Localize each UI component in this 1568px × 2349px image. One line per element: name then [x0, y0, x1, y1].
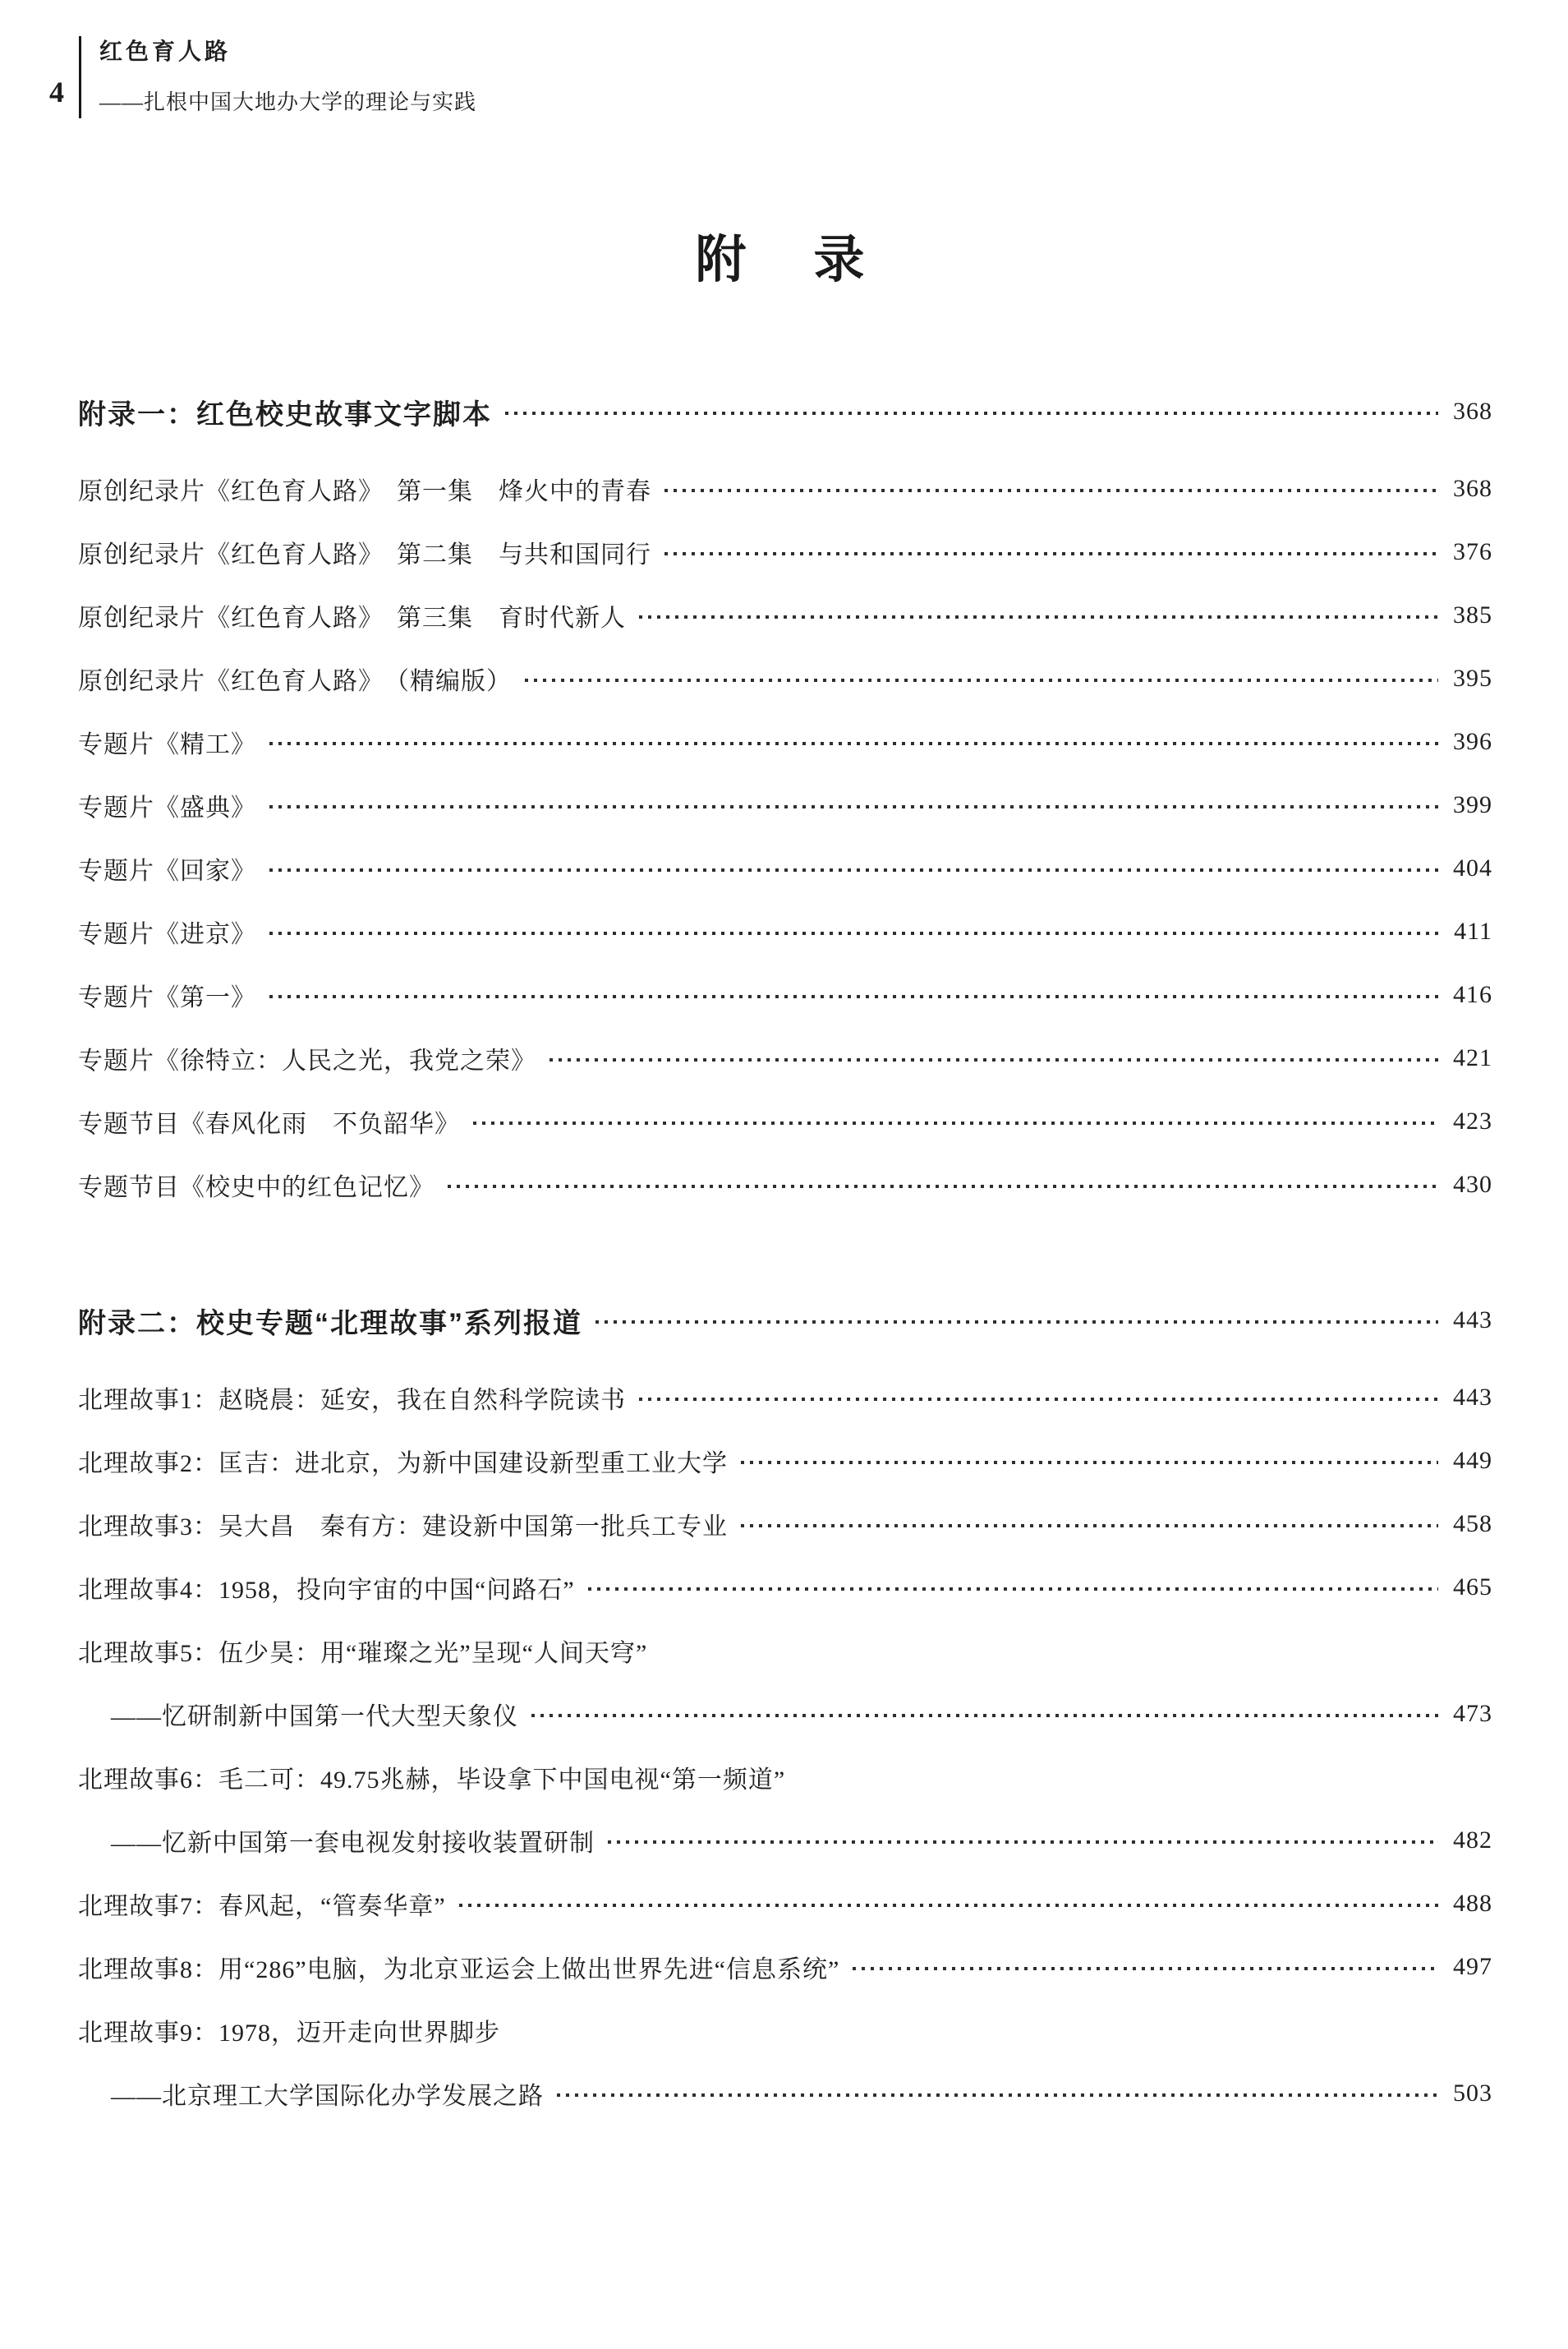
dot-leader [588, 1587, 1438, 1591]
dot-leader [595, 1320, 1438, 1324]
toc-entry-text: 原创纪录片《红色育人路》 第三集 育时代新人 [78, 604, 626, 632]
toc-page-number: 482 [1453, 1826, 1492, 1854]
toc-page-number: 368 [1453, 398, 1492, 425]
dot-leader [741, 1461, 1438, 1464]
toc-entry-text: 专题节目《校史中的红色记忆》 [78, 1173, 435, 1201]
toc-entry [78, 1089, 1492, 1153]
toc-section-heading [78, 386, 1492, 437]
book-title: 红色育人路 [99, 39, 232, 64]
dot-leader [639, 1398, 1438, 1401]
toc-entry [78, 2061, 1492, 2125]
toc-page-number: 449 [1453, 1446, 1492, 1474]
toc-entry-text: 原创纪录片《红色育人路》 第二集 与共和国同行 [78, 541, 651, 569]
toc-entry-text: 专题片《第一》 [78, 983, 256, 1011]
toc-entry-text: 北理故事9：1978，迈开走向世界脚步 [78, 2019, 500, 2047]
toc-entry-text: 北理故事8：用“286”电脑，为北京亚运会上做出世界先进“信息系统” [78, 1955, 840, 1983]
toc-entry-text: 北理故事7：春风起，“管奏华章” [78, 1892, 446, 1920]
toc-entry [78, 1366, 1492, 1429]
toc-section-heading-text: 附录一：红色校史故事文字脚本 [78, 398, 492, 431]
toc-section-heading [78, 1295, 1492, 1346]
dot-leader [448, 1185, 1438, 1188]
toc-entry [78, 457, 1492, 520]
toc-entry-text: 原创纪录片《红色育人路》 （精编版） [78, 667, 512, 695]
toc-page-number: 443 [1453, 1306, 1492, 1333]
toc-page-number: 396 [1453, 727, 1492, 755]
toc-entry [78, 1935, 1492, 1998]
toc-page-number: 473 [1453, 1699, 1492, 1727]
toc-entry-text: 专题节目《春风化雨 不负韶华》 [78, 1110, 460, 1138]
toc-page-number: 385 [1453, 601, 1492, 629]
dot-leader [525, 679, 1438, 682]
toc-entry-text: 北理故事3：吴大昌 秦有方：建设新中国第一批兵工专业 [78, 1513, 728, 1541]
dot-leader [549, 1058, 1438, 1062]
dot-leader [557, 2093, 1438, 2097]
dot-leader [459, 1904, 1438, 1907]
toc-entry [78, 583, 1492, 647]
dot-leader [269, 932, 1438, 935]
dot-leader [853, 1967, 1438, 1970]
toc-page-number: 404 [1453, 854, 1492, 882]
toc-page-number: 465 [1453, 1573, 1492, 1601]
page-header [41, 36, 476, 118]
toc-entry [78, 1872, 1492, 1935]
toc-entry-text: ——忆新中国第一套电视发射接收装置研制 [111, 1829, 595, 1857]
dot-leader [269, 995, 1438, 998]
toc-section [78, 386, 1492, 1216]
toc-page-number: 423 [1453, 1107, 1492, 1135]
dot-leader [473, 1122, 1438, 1125]
toc-page-number: 376 [1453, 537, 1492, 565]
toc-entry-text: 专题片《精工》 [78, 730, 256, 758]
toc-entry [78, 900, 1492, 963]
toc-entry-text: ——忆研制新中国第一代大型天象仪 [111, 1702, 518, 1730]
toc-section-heading-text: 附录二：校史专题“北理故事”系列报道 [78, 1307, 582, 1339]
dot-leader [608, 1840, 1438, 1844]
toc-entry-text: 原创纪录片《红色育人路》 第一集 烽火中的青春 [78, 477, 651, 505]
toc-page-number: 411 [1454, 917, 1492, 945]
toc-page-number: 503 [1453, 2079, 1492, 2107]
toc-page-number: 458 [1453, 1509, 1492, 1537]
toc-entry [78, 1153, 1492, 1216]
toc-entry [78, 647, 1492, 710]
toc-page-number: 416 [1453, 980, 1492, 1008]
toc-entry-text: 专题片《盛典》 [78, 794, 256, 822]
toc-entry-text: ——北京理工大学国际化办学发展之路 [111, 2082, 544, 2110]
dot-leader [269, 742, 1438, 745]
toc-entry [78, 963, 1492, 1026]
toc-page-number: 368 [1453, 474, 1492, 502]
toc-entry-text: 北理故事2：匡吉：进北京，为新中国建设新型重工业大学 [78, 1449, 728, 1477]
toc-entry-text: 北理故事6：毛二可：49.75兆赫，毕设拿下中国电视“第一频道” [78, 1766, 786, 1794]
toc-entry-text: 专题片《徐特立：人民之光，我党之荣》 [78, 1047, 536, 1075]
toc-entry [78, 1492, 1492, 1555]
toc-entry [78, 1682, 1492, 1745]
toc-entry [78, 1429, 1492, 1492]
book-subtitle: ——扎根中国大地办大学的理论与实践 [99, 90, 477, 114]
toc-entry [78, 836, 1492, 900]
dot-leader [269, 868, 1438, 872]
appendix-title: 附 录 [695, 232, 873, 288]
toc-entry [78, 1998, 1492, 2061]
dot-leader [639, 615, 1438, 619]
toc-entry [78, 1026, 1492, 1089]
toc-page-number: 497 [1453, 1952, 1492, 1980]
page-number: 4 [49, 76, 64, 108]
toc-entry-text: 北理故事4：1958，投向宇宙的中国“问路石” [78, 1576, 575, 1604]
toc-entry [78, 710, 1492, 773]
toc-page-number: 430 [1453, 1170, 1492, 1198]
toc-page-number: 399 [1453, 790, 1492, 818]
toc-entry [78, 1808, 1492, 1872]
toc-entry-text: 北理故事5：伍少昊：用“璀璨之光”呈现“人间天穹” [78, 1639, 648, 1667]
dot-leader [531, 1714, 1438, 1717]
dot-leader [505, 412, 1438, 415]
toc-entry [78, 1745, 1492, 1808]
toc-page-number: 421 [1453, 1043, 1492, 1071]
toc-entry [78, 773, 1492, 836]
header-divider [79, 36, 81, 118]
dot-leader [664, 489, 1438, 492]
toc-page-number: 443 [1453, 1383, 1492, 1411]
toc-page-number: 488 [1453, 1889, 1492, 1917]
header-text [99, 36, 476, 118]
dot-leader [741, 1524, 1438, 1527]
toc-entry [78, 1555, 1492, 1619]
toc-entry-text: 专题片《回家》 [78, 857, 256, 885]
toc-entry-text: 北理故事1：赵晓晨：延安，我在自然科学院读书 [78, 1386, 626, 1414]
toc-section [78, 1295, 1492, 2125]
toc-entry-text: 专题片《进京》 [78, 920, 256, 948]
dot-leader [269, 805, 1438, 808]
toc-entry [78, 1619, 1492, 1682]
dot-leader [664, 552, 1438, 555]
toc [78, 386, 1492, 2125]
toc-entry [78, 520, 1492, 583]
toc-page-number: 395 [1453, 664, 1492, 692]
